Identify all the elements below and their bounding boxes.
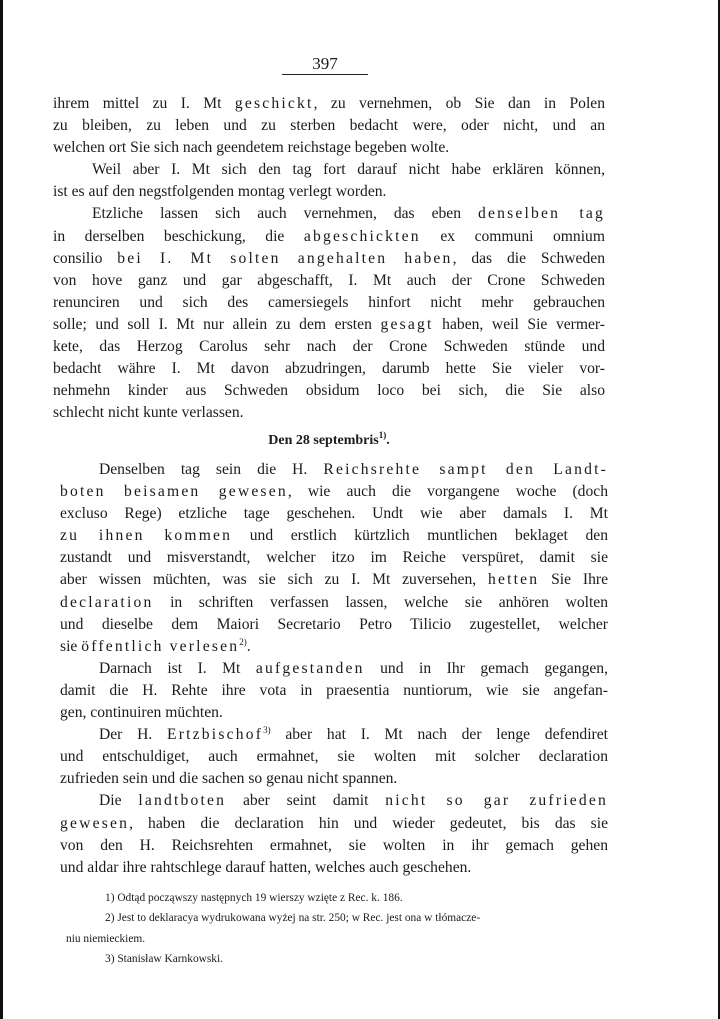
text-line: welchen ort Sie sich nach geendetem reichstage begeben wolte. bbox=[53, 139, 450, 157]
text-line: solle; und soll I. Mt nur allein zu dem ersten gesagt haben, weil Sie vermer- bbox=[53, 315, 605, 333]
spaced-emphasis: Reichsrehte sampt den Landt- bbox=[323, 461, 608, 478]
text-line: consilio bei I. Mt solten angehalten haben, das die Schweden bbox=[53, 249, 605, 267]
spaced-emphasis: gesagt bbox=[380, 315, 434, 333]
text-line: gen, continuiren müchten. bbox=[60, 704, 223, 722]
text-line: bedacht währe I. Mt davon abzudringen, darumb hette Sie vieler vor- bbox=[53, 360, 605, 378]
text-line: zufrieden sein und die sachen so genau nicht spannen. bbox=[60, 770, 398, 788]
spaced-emphasis: denselben tag bbox=[478, 205, 605, 223]
spaced-emphasis: aufgestanden bbox=[255, 659, 365, 677]
text-line: nehmehn kinder aus Schweden obsidum loco bei sich, die Sie also bbox=[53, 382, 605, 400]
spaced-emphasis: geschickt bbox=[234, 95, 314, 112]
text-line: schlecht nicht kunte verlassen. bbox=[53, 404, 244, 422]
spaced-emphasis: abgeschickten bbox=[303, 227, 421, 245]
text-line: zustandt und misverstandt, welcher itzo im Reiche verspüret, damit sie bbox=[60, 549, 608, 567]
spaced-emphasis: declaration bbox=[60, 593, 154, 611]
spaced-emphasis: Ertzbischof bbox=[167, 726, 264, 744]
spaced-emphasis: bei I. Mt solten angehalten haben bbox=[117, 249, 453, 267]
section-heading: Den 28 septembris$^{1)}$. bbox=[268, 430, 390, 448]
footnote-2-continued: niu niemieckiem. bbox=[66, 933, 146, 945]
text-line: in derselben beschickung, die abgeschickten ex communi omnium bbox=[53, 227, 605, 245]
footnote-marker: 1) bbox=[378, 430, 387, 440]
spaced-emphasis: hetten bbox=[487, 571, 540, 589]
text-line: von den H. Reichsrehten ermahnet, sie wolten in ihr gemach gehen bbox=[60, 836, 608, 854]
text-line: Weil aber I. Mt sich den tag fort darauf nicht habe erklären können, bbox=[92, 161, 605, 179]
page-number: 397 bbox=[282, 55, 368, 75]
text-line: Der H. Ertzbischof$^{3)}$ aber hat I. Mt nach der lenge defendiret bbox=[99, 725, 608, 744]
footnote-1: 1) Odtąd począwszy następnych 19 wierszy wzięte z Rec. k. 186. bbox=[105, 892, 403, 904]
text-line: gewesen, haben die declaration hin und wieder gedeutet, bis das sie bbox=[60, 814, 608, 832]
text-line: excluso Rege) etzliche tage geschehen. Undt wie aber damals I. Mt bbox=[60, 505, 608, 523]
text-line: von hove ganz und gar abgeschafft, I. Mt auch der Crone Schweden bbox=[53, 271, 605, 289]
text-line: renunciren und sich des camersiegels hinfort nicht mehr gebrauchen bbox=[53, 293, 605, 311]
text-line: zu bleiben, zu leben und zu sterben bedacht were, oder nicht, und an bbox=[53, 117, 605, 135]
spaced-emphasis: landtboten bbox=[138, 792, 227, 810]
text-line: damit die H. Rehte ihre vota in praesentia nuntiorum, wie sie angefan- bbox=[60, 681, 608, 699]
text-line: Darnach ist I. Mt aufgestanden und in Ihr gemach gegangen, bbox=[99, 659, 608, 677]
text-line: und entschuldiget, auch ermahnet, sie wolten mit solcher declaration bbox=[60, 748, 608, 766]
footnote-2: 2) Jest to deklaracya wydrukowana wyżej na str. 250; w Rec. jest ona w tłómacze- bbox=[105, 912, 481, 924]
spaced-emphasis: nicht so gar zufrieden bbox=[385, 792, 608, 810]
text-line: declaration in schriften verfassen lassen, welche sie anhören wolten bbox=[60, 593, 608, 611]
spaced-emphasis: boten beisamen gewesen bbox=[60, 483, 288, 501]
spaced-emphasis: öffentlich verlesen bbox=[81, 637, 240, 655]
text-line: Die landtboten aber seint damit nicht so gar zufrieden bbox=[99, 792, 608, 810]
footnote-marker: 2) bbox=[239, 636, 247, 647]
main-text-upper bbox=[53, 93, 605, 424]
text-line: ist es auf den negstfolgenden montag verlegt worden. bbox=[53, 183, 387, 201]
text-line: ihrem mittel zu I. Mt geschickt, zu vernehmen, ob Sie dan in Polen bbox=[53, 95, 605, 112]
text-line: Denselben tag sein die H. Reichsrehte sampt den Landt- bbox=[99, 461, 608, 478]
text-line: Etzliche lassen sich auch vernehmen, das eben denselben tag bbox=[92, 205, 605, 223]
text-line: aber wissen müchten, was sie sich zu I. Mt zuversehen, hetten Sie Ihre bbox=[60, 571, 609, 589]
spaced-emphasis: gewesen bbox=[60, 814, 130, 832]
spaced-emphasis: zu ihnen kommen bbox=[60, 527, 233, 545]
text-line: zu ihnen kommen und erstlich kürtzlich muntlichen beklaget den bbox=[60, 527, 609, 545]
footnote-marker: 3) bbox=[263, 725, 271, 736]
main-text-lower bbox=[60, 459, 608, 879]
text-line: sie öffentlich verlesen$^{2)}$. bbox=[60, 636, 251, 655]
footnote-3: 3) Stanisław Karnkowski. bbox=[105, 953, 224, 965]
text-line: und aldar ihre rahtschlege darauf hatten, welches auch geschehen. bbox=[60, 858, 472, 876]
text-line: kete, das Herzog Carolus sehr nach der Crone Schweden stünde und bbox=[53, 338, 605, 356]
text-line: und dieselbe dem Maiori Secretario Petro Tilicio zugestellet, welcher bbox=[60, 615, 608, 633]
text-line: boten beisamen gewesen, wie auch die vorgangene woche (doch bbox=[60, 483, 608, 501]
scan-border-left bbox=[0, 0, 3, 1019]
